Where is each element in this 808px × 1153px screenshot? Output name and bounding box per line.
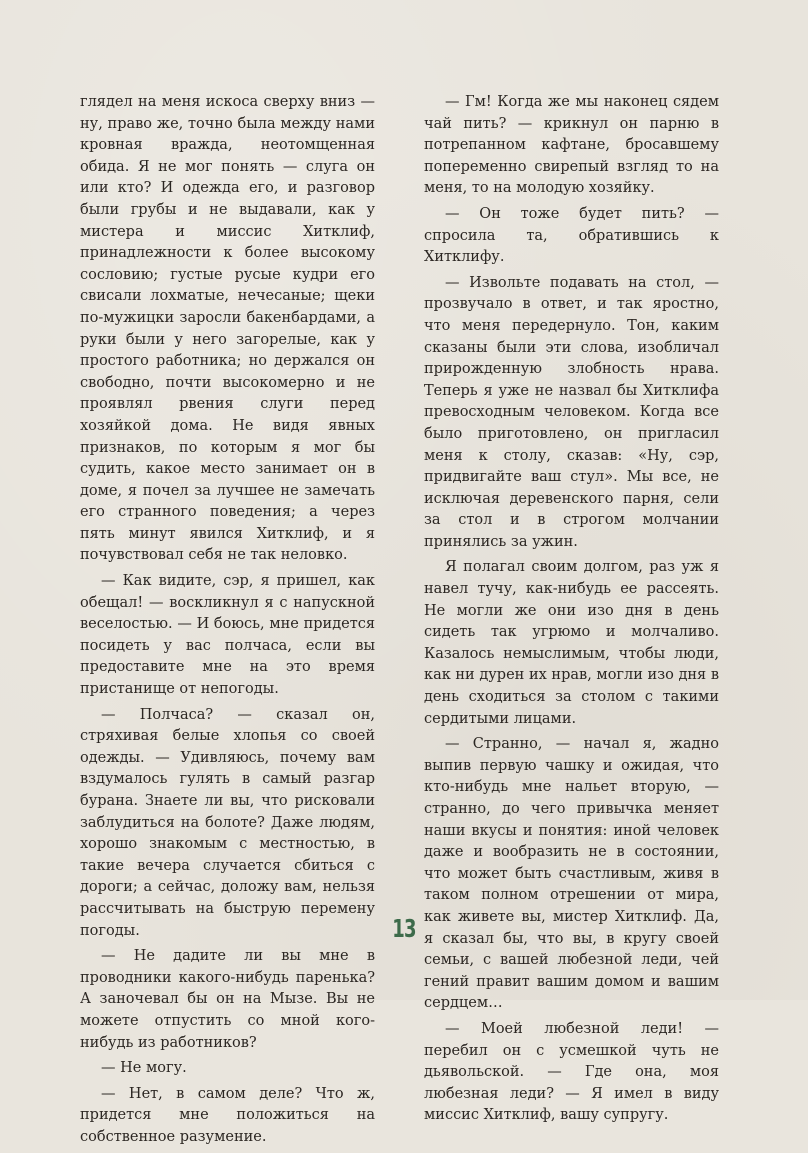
paragraph: — Гм! Когда же мы наконец сядем чай пить? — крикнул он парню в потрепанном кафтане, бросавшему попеременно свирепый взгляд то на меня, то на молодую хозяйку. [424, 94, 719, 197]
paragraph: глядел на меня искоса сверху вниз — ну, право же, точно была между нами кровная вражда, неотомщенная обида. Я не мог понять — слуга он или кто? И одежда его, и разговор были грубы и не выдавали, как у мистера и миссис Хитклиф, принадлежности к более высокому сословию; густые русые кудри его свисали лохматые, нечесаные; щеки по-мужицки заросли бакенбардами, а руки были у него загорелые, как у простого работника; но держался он свободно, почти высокомерно и не проявлял рвения слуги перед хозяйкой дома. Не видя явных признаков, по которым я мог бы судить, какое место занимает он в доме, я почел за лучшее не замечать его странного поведения; а через пять минут явился Хитклиф, и я почувствовал себя не так неловко. [80, 94, 375, 564]
paragraph: — Как видите, сэр, я пришел, как обещал! — воскликнул я с напускной веселостью. — И боюсь, мне придется посидеть у вас полчаса, если вы предоставите мне на это время пристанище от непогоды. [80, 573, 375, 698]
paragraph: — Странно, — начал я, жадно выпив первую чашку и ожидая, что кто-нибудь мне нальет вторую, — странно, до чего привычка меняет наши вкусы и понятия: иной человек даже и вообразить не в состоянии, что может быть счастливым, живя в таком полном отрешении от мира, как живете вы, мистер Хитклиф. Да, я сказал бы, что вы, в кругу своей семьи, с вашей любезной леди, чей гений правит вашим домом и вашим сердцем… [424, 736, 719, 1012]
paragraph: — Нет, в самом деле? Что ж, придется мне положиться на собственное разумение. [80, 1085, 375, 1145]
paragraph: — Полчаса? — сказал он, стряхивая белые хлопья со своей одежды. — Удивляюсь, почему вам вздумалось гулять в самый разгар бурана. Знаете ли вы, что рисковали заблудиться на болоте? Даже людям, хорошо знакомым с местностью, в такие вечера случается сбиться с дороги; а сейчас, доложу вам, нельзя рассчитывать на быструю перемену погоды. [80, 706, 375, 939]
paragraph: — Моей любезной леди! — перебил он с усмешкой чуть не дьявольской. — Где она, моя любезная леди? — Я имел в виду миссис Хитклиф, вашу супругу. [424, 1020, 719, 1124]
paragraph: Я полагал своим долгом, раз уж я навел тучу, как-нибудь ее рассеять. Не могли же они изо дня в день сидеть так угрюмо и молчаливо. Казалось немыслимым, чтобы люди, как ни дурен их нрав, могли изо дня в день сходиться за столом с такими сердитыми лицами. [424, 559, 719, 727]
paragraph: — Не могу. [101, 1060, 187, 1077]
right-column [424, 92, 719, 1131]
paragraph: — Извольте подавать на стол, — прозвучало в ответ, и так яростно, что меня передернуло. Тон, каким сказаны были эти слова, изобличал прирожденную злобность нрава. Теперь я уже не назвал бы Хитклифа превосходным человеком. Когда все было приготовлено, он пригласил меня к столу, сказав: «Ну, сэр, придвигайте ваш стул». Мы все, не исключая деревенского парня, сели за стол и в строгом молчании принялись за ужин. [424, 274, 719, 550]
paragraph: — Он тоже будет пить? — спросила та, обратившись к Хитклифу. [424, 205, 719, 266]
page-number: 13 [392, 914, 416, 943]
paragraph: — Не дадите ли вы мне в проводники какого-нибудь паренька? А заночевал бы он на Мызе. Вы не можете отпустить со мной кого-нибудь из работников? [80, 948, 375, 1051]
left-column [80, 92, 375, 1153]
